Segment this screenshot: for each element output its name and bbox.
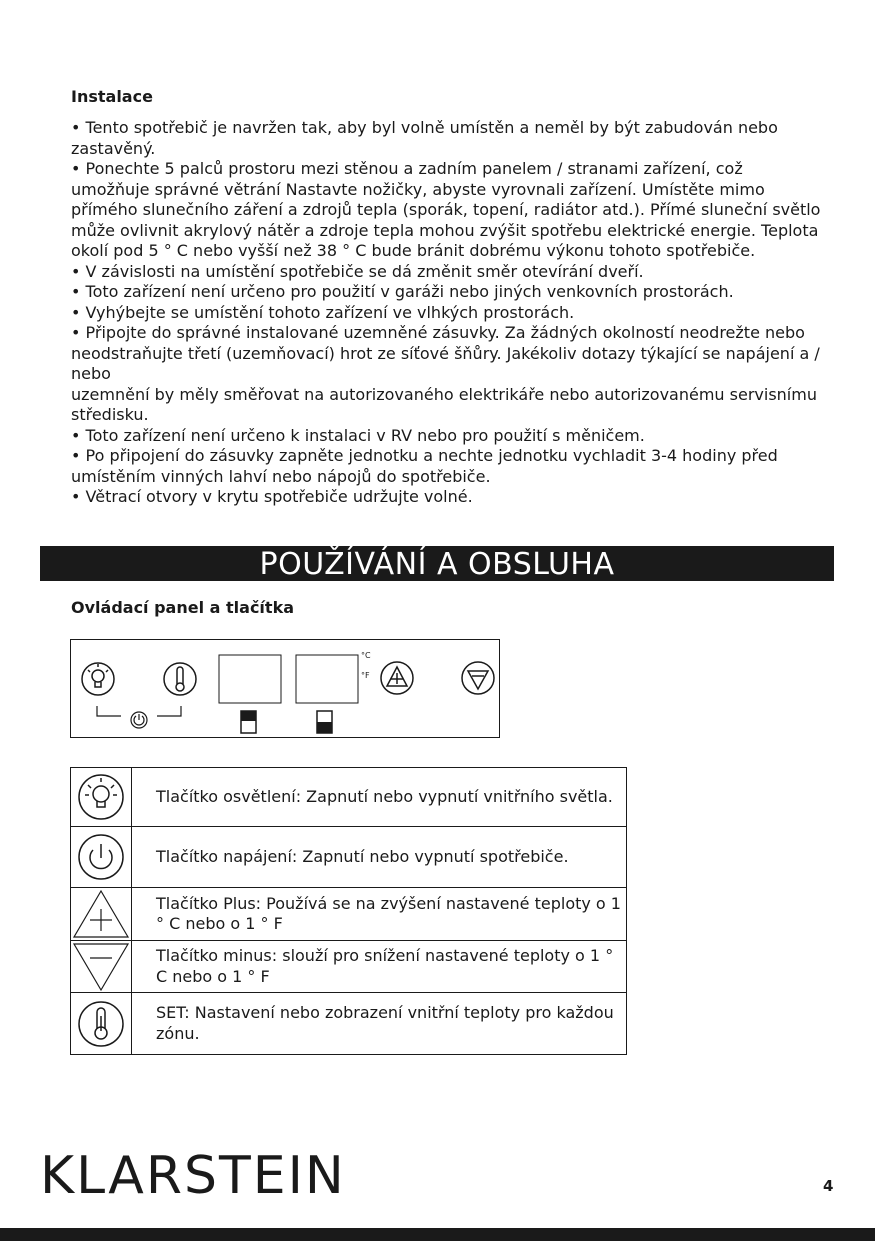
plus-triangle-icon xyxy=(72,889,130,939)
minus-triangle-icon xyxy=(72,942,130,992)
thermometer-icon xyxy=(164,663,196,695)
bullet-item: • Toto zařízení není určeno pro použití v garáži nebo jiných venkovních prostorách. xyxy=(71,282,734,301)
footer-bar xyxy=(0,1228,875,1241)
table-row xyxy=(71,827,627,888)
button-description-table xyxy=(70,767,627,1055)
bullet-item: • Vyhýbejte se umístění tohoto zařízení ve vlhkých prostorách. xyxy=(71,302,575,322)
minus-triangle-icon xyxy=(462,662,494,694)
light-bulb-icon xyxy=(76,772,126,822)
button-description: Tlačítko Plus: Používá se na zvýšení nastavené teploty o 1 ° C nebo o 1 ° F xyxy=(132,888,627,941)
brand-logo: KLARSTEIN xyxy=(40,1146,346,1206)
button-description: Tlačítko osvětlení: Zapnutí nebo vypnutí vnitřního světla. xyxy=(132,768,627,827)
temperature-display-1 xyxy=(219,655,281,703)
fahrenheit-label: °F xyxy=(361,671,370,680)
table-row xyxy=(71,941,627,993)
bullet-item: • Větrací otvory v krytu spotřebiče udržujte volné. xyxy=(71,487,473,506)
bullet-item: • Připojte do správné instalované uzemněné zásuvky. Za žádných okolností neodrežte nebo neodstraňujte třetí (uzemňovací) hrot ze síťové šňůry. Jakékoliv dotazy týkající se napájení a / nebo xyxy=(71,323,820,383)
temperature-display-2 xyxy=(296,655,358,703)
bullet-item: • Ponechte 5 palců prostoru mezi stěnou a zadním panelem / stranami zařízení, což umožňuje správné větrání Nastavte nožičky, abyste vyrovnali zařízení. Umístěte mimo přímého slunečního záření a zdrojů tepla (sporák, topení, radiátor atd.). Přímé sluneční světlo může ovlivnit akrylový nátěr a zdroje tepla mohou zvýšit spotřebu elektrické energie. Teplota okolí pod 5 ° C nebo vyšší než 38 ° C bude bránit dobrému výkonu tohoto spotřebiče. xyxy=(71,159,821,260)
zone-indicator-2 xyxy=(317,711,332,733)
section-title-bar xyxy=(40,546,834,581)
celsius-label: °C xyxy=(361,651,371,660)
control-panel-diagram xyxy=(70,639,500,738)
plus-triangle-icon xyxy=(381,662,413,694)
bullet-item: • Toto zařízení není určeno k instalaci v RV nebo pro použití s měničem. xyxy=(71,425,645,445)
page-number: 4 xyxy=(823,1177,834,1195)
zone-indicator-1 xyxy=(241,711,256,733)
button-description: Tlačítko minus: slouží pro snížení nastavené teploty o 1 ° C nebo o 1 ° F xyxy=(132,941,627,993)
bullet-item: • Tento spotřebič je navržen tak, aby byl volně umístěn a neměl by být zabudován nebo zastavěný. xyxy=(71,118,778,158)
power-icon xyxy=(131,712,147,728)
power-icon xyxy=(76,832,126,882)
button-description: Tlačítko napájení: Zapnutí nebo vypnutí spotřebiče. xyxy=(132,827,627,888)
table-row xyxy=(71,993,627,1055)
panel-heading: Ovládací panel a tlačítka xyxy=(71,598,294,617)
section-title: POUŽÍVÁNÍ A OBSLUHA xyxy=(259,547,615,582)
button-description: SET: Nastavení nebo zobrazení vnitřní teploty pro každou zónu. xyxy=(132,993,627,1055)
light-bulb-icon xyxy=(82,663,114,695)
thermometer-icon xyxy=(76,999,126,1049)
bullet-item: • V závislosti na umístění spotřebiče se dá změnit směr otevírání dveří. xyxy=(71,261,644,281)
table-row xyxy=(71,768,627,827)
table-row xyxy=(71,888,627,941)
control-panel-drawing xyxy=(71,640,499,737)
installation-heading: Instalace xyxy=(71,87,153,106)
bullet-item: • Po připojení do zásuvky zapněte jednotku a nechte jednotku vychladit 3-4 hodiny před umístěním vinných lahví nebo nápojů do spotřebiče. xyxy=(71,446,778,486)
installation-bullets xyxy=(71,118,821,508)
bullet-item: uzemnění by měly směřovat na autorizovaného elektrikáře nebo autorizovanému servisnímu středisku. xyxy=(71,384,817,424)
